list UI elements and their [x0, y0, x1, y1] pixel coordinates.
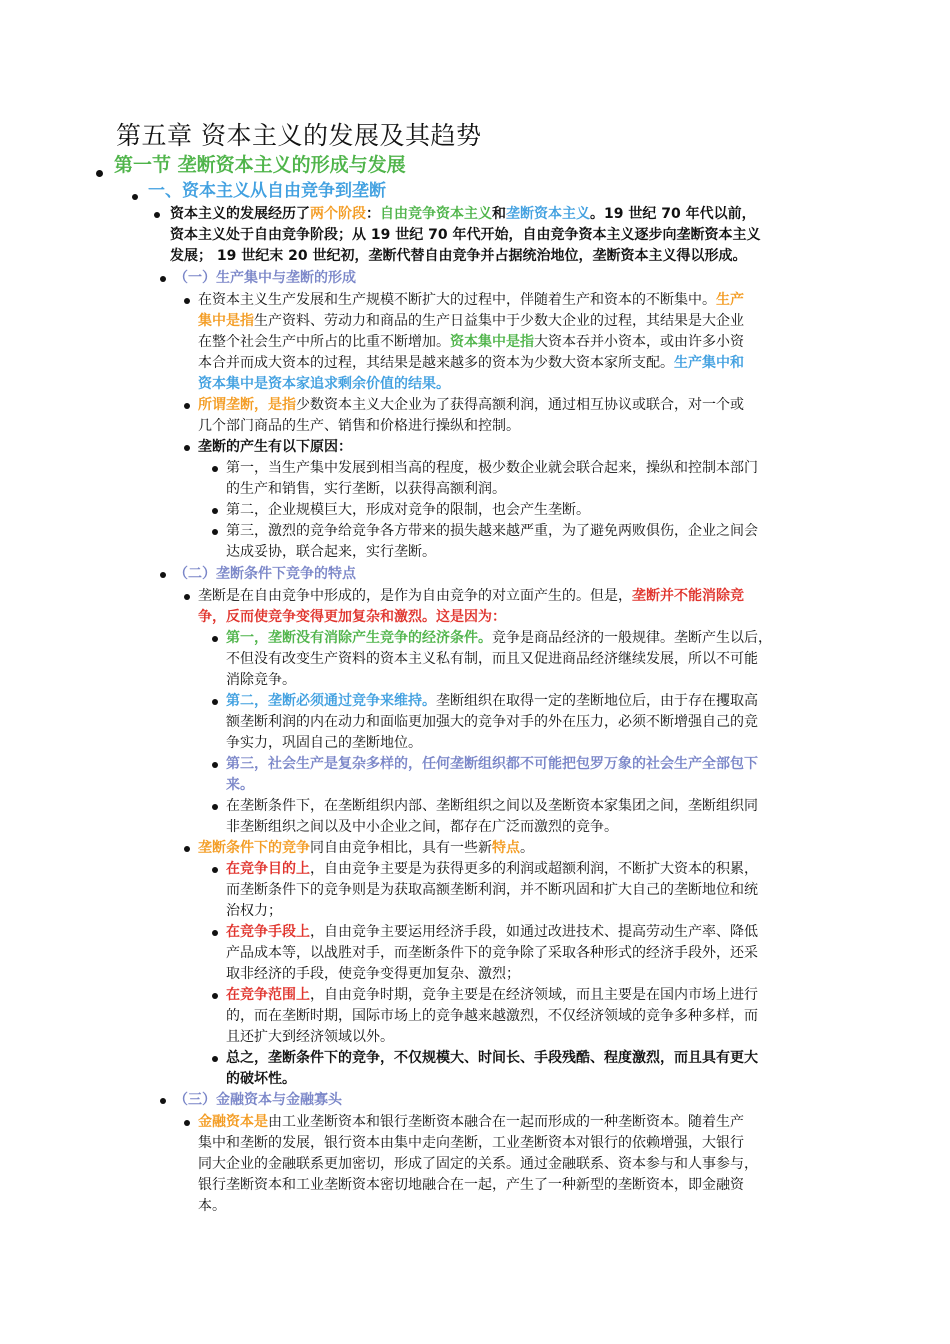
bullet-dot [184, 1120, 190, 1126]
bullet-dot [212, 699, 218, 705]
list-item-line: 的，而在垄断时期，国际市场上的竞争越来越激烈，不仅经济领域的竞争多种多样，而 [226, 1008, 758, 1024]
list-item-line: 在竞争手段上，自由竞争主要运用经济手段，如通过改进技术、提高劳动生产率、降低 [226, 924, 758, 940]
paragraph-line: 垄断的产生有以下原因： [198, 439, 352, 455]
paragraph-line: 集中和垄断的发展，银行资本由集中走向垄断，工业垄断资本对银行的依赖增强，大银行 [198, 1135, 744, 1151]
list-item-line: 第三，激烈的竞争给竞争各方带来的损失越来越严重，为了避免两败俱伤，企业之间会 [226, 523, 758, 539]
bullet-dot [96, 170, 103, 177]
list-item-line: 的生产和销售，实行垄断，以获得高额利润。 [226, 481, 506, 497]
bullet-dot [160, 276, 166, 282]
bullet-dot [184, 594, 190, 600]
bullet-dot [212, 930, 218, 936]
bullet-dot [160, 572, 166, 578]
paragraph-line: 资本主义处于自由竞争阶段；从 19 世纪 70 年代开始，自由竞争资本主义逐步向垄断资本主义 [170, 227, 761, 243]
bullet-dot [184, 298, 190, 304]
bullet-dot [184, 846, 190, 852]
paragraph-line: 资本集中是资本家追求剩余价值的结果。 [198, 376, 450, 392]
chapter-title: 第五章 资本主义的发展及其趋势 [116, 121, 482, 150]
paragraph-line: 垄断条件下的竞争同自由竞争相比，具有一些新特点。 [198, 840, 534, 856]
paragraph-line: 同大企业的金融联系更加密切，形成了固定的关系。通过金融联系、资本参与和人事参与， [198, 1156, 758, 1172]
paragraph-line: 本。 [198, 1198, 226, 1214]
list-item-line: 治权力； [226, 903, 282, 919]
paragraph-line: 在资本主义生产发展和生产规模不断扩大的过程中，伴随着生产和资本的不断集中。生产 [198, 292, 744, 308]
bullet-dot [212, 529, 218, 535]
paragraph-line: 资本主义的发展经历了两个阶段：自由竞争资本主义和垄断资本主义。19 世纪 70 年代以前， [170, 206, 756, 222]
list-item-line: 第一，垄断没有消除产生竞争的经济条件。竞争是商品经济的一般规律。垄断产生以后， [226, 630, 772, 646]
bullet-dot [212, 636, 218, 642]
bullet-dot [212, 867, 218, 873]
paragraph-line: 集中是指生产资料、劳动力和商品的生产日益集中于少数大企业的过程，其结果是大企业 [198, 313, 744, 329]
bullet-dot [154, 212, 160, 218]
list-item-line: 争实力，巩固自己的垄断地位。 [226, 735, 422, 751]
list-item-line: 第三，社会生产是复杂多样的，任何垄断组织都不可能把包罗万象的社会生产全部包下 [226, 756, 758, 772]
list-item-line: 额垄断利润的内在动力和面临更加强大的竞争对手的外在压力，必须不断增强自己的竞 [226, 714, 758, 730]
paragraph-line: 垄断是在自由竞争中形成的，是作为自由竞争的对立面产生的。但是，垄断并不能消除竞 [198, 588, 744, 604]
section-heading: 第一节 垄断资本主义的形成与发展 [114, 154, 406, 176]
bullet-dot [212, 993, 218, 999]
list-item-line: 来。 [226, 777, 254, 793]
list-item-line: 不但没有改变生产资料的资本主义私有制，而且又促进商品经济继续发展，所以不可能 [226, 651, 758, 667]
heading-a: （一）生产集中与垄断的形成 [174, 270, 356, 286]
list-item-line: 在竞争范围上，自由竞争时期，竞争主要是在经济领域，而且主要是在国内市场上进行 [226, 987, 758, 1003]
paragraph-line: 银行垄断资本和工业垄断资本密切地融合在一起，产生了一种新型的垄断资本，即金融资 [198, 1177, 744, 1193]
list-item-line: 第二，垄断必须通过竞争来维持。垄断组织在取得一定的垄断地位后，由于存在攫取高 [226, 693, 758, 709]
heading-c: （三）金融资本与金融寡头 [174, 1092, 342, 1108]
list-item-line: 而垄断条件下的竞争则是为获取高额垄断利润，并不断巩固和扩大自己的垄断地位和统 [226, 882, 758, 898]
list-item-line: 消除竞争。 [226, 672, 296, 688]
paragraph-line: 发展； 19 世纪末 20 世纪初，垄断代替自由竞争并占据统治地位，垄断资本主义得以形成。 [170, 248, 747, 264]
list-item-line: 第一，当生产集中发展到相当高的程度，极少数企业就会联合起来，操纵和控制本部门 [226, 460, 758, 476]
bullet-dot [212, 1056, 218, 1062]
list-item-line: 达成妥协，联合起来，实行垄断。 [226, 544, 436, 560]
list-item-line: 取非经济的手段，使竞争变得更加复杂、激烈； [226, 966, 520, 982]
bullet-dot [212, 508, 218, 514]
list-item-line: 且还扩大到经济领域以外。 [226, 1029, 394, 1045]
paragraph-line: 本合并而成大资本的过程，其结果是越来越多的资本为少数大资本家所支配。生产集中和 [198, 355, 744, 371]
bullet-dot [184, 445, 190, 451]
list-item-line: 在竞争目的上，自由竞争主要是为获得更多的利润或超额利润，不断扩大资本的积累， [226, 861, 758, 877]
paragraph-line: 金融资本是由工业垄断资本和银行垄断资本融合在一起而形成的一种垄断资本。随着生产 [198, 1114, 744, 1130]
list-item-line: 非垄断组织之间以及中小企业之间，都存在广泛而激烈的竞争。 [226, 819, 618, 835]
bullet-dot [184, 403, 190, 409]
bullet-dot [212, 762, 218, 768]
bullet-dot [132, 194, 138, 200]
subsection-heading: 一、资本主义从自由竞争到垄断 [148, 181, 386, 201]
paragraph-line: 争，反而使竞争变得更加复杂和激烈。这是因为： [198, 609, 506, 625]
list-item-line: 的破坏性。 [226, 1071, 296, 1087]
bullet-dot [212, 804, 218, 810]
bullet-dot [212, 466, 218, 472]
list-item-line: 产品成本等，以战胜对手，而垄断条件下的竞争除了采取各种形式的经济手段外，还采 [226, 945, 758, 961]
paragraph-line: 几个部门商品的生产、销售和价格进行操纵和控制。 [198, 418, 520, 434]
list-item-line: 总之，垄断条件下的竞争，不仅规模大、时间长、手段残酷、程度激烈，而且具有更大 [226, 1050, 758, 1066]
paragraph-line: 所谓垄断，是指少数资本主义大企业为了获得高额利润，通过相互协议或联合，对一个或 [198, 397, 744, 413]
paragraph-line: 在整个社会生产中所占的比重不断增加。资本集中是指大资本吞并小资本，或由许多小资 [198, 334, 744, 350]
list-item-line: 第二，企业规模巨大，形成对竞争的限制，也会产生垄断。 [226, 502, 590, 518]
bullet-dot [160, 1098, 166, 1104]
heading-b: （二）垄断条件下竞争的特点 [174, 566, 356, 582]
list-item-line: 在垄断条件下，在垄断组织内部、垄断组织之间以及垄断资本家集团之间，垄断组织同 [226, 798, 758, 814]
